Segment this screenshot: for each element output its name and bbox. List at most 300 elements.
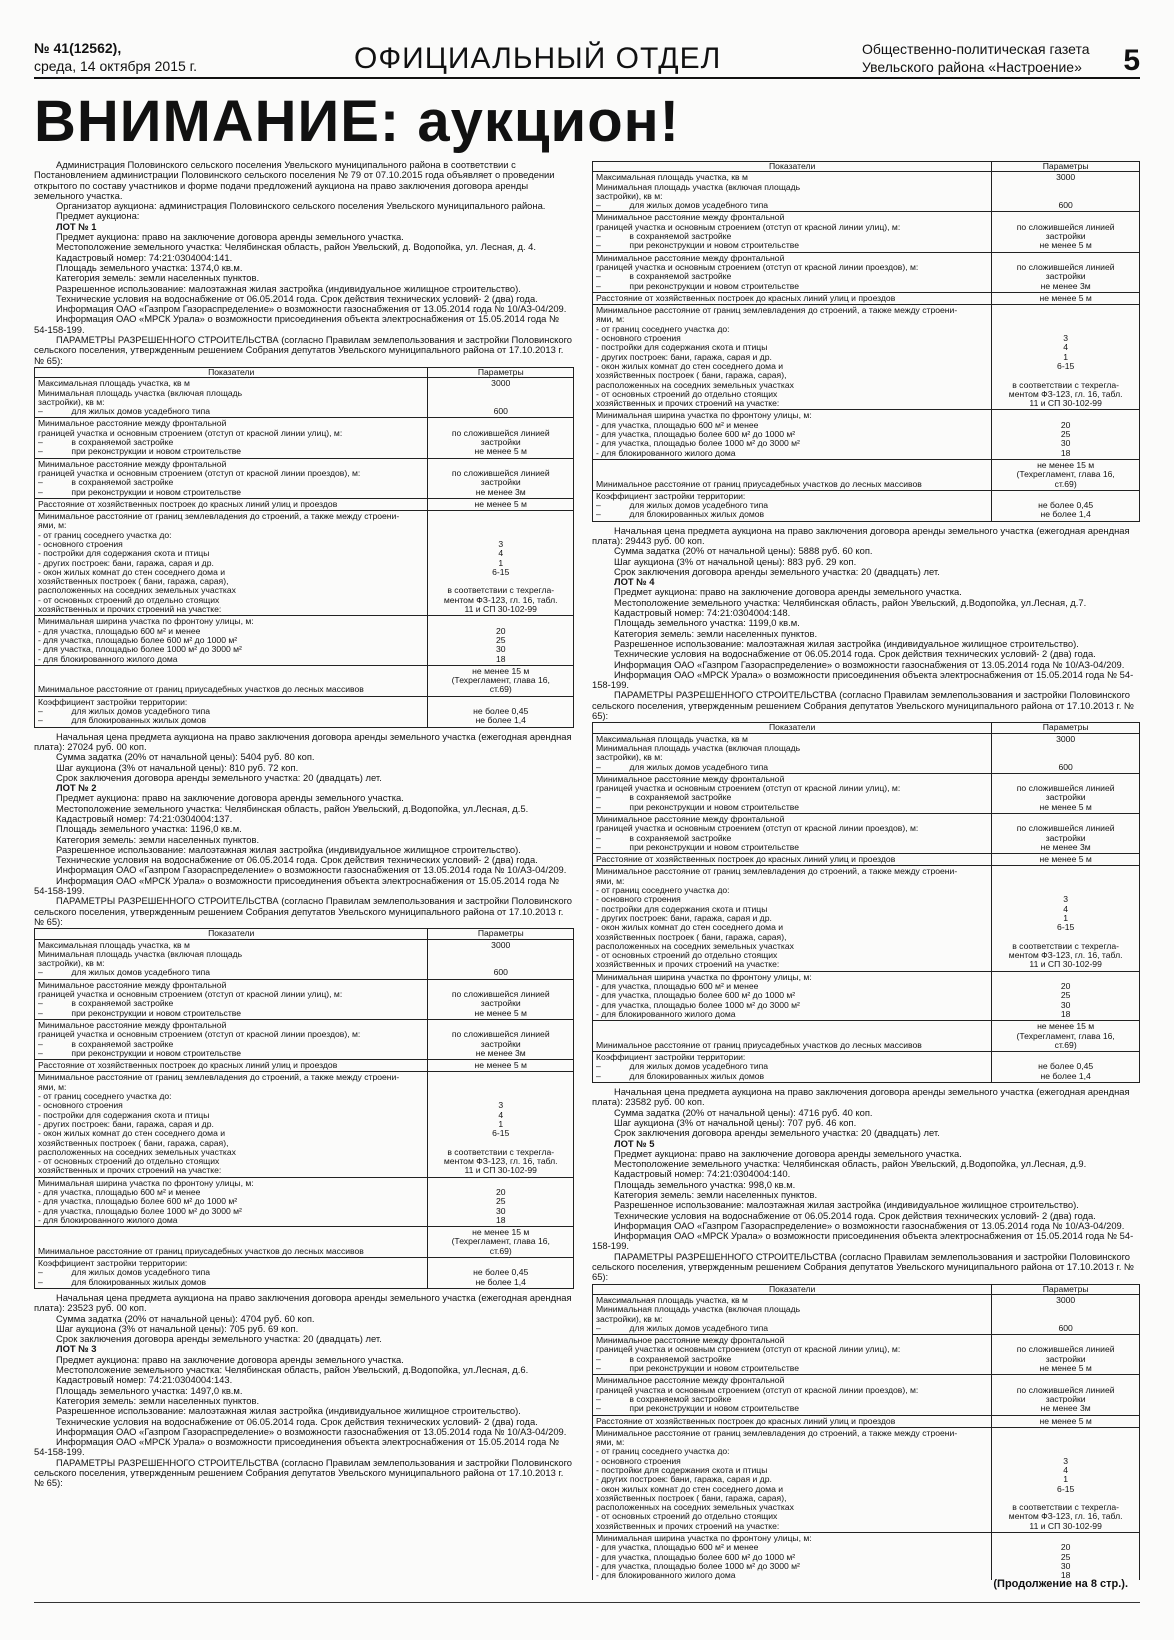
table-cell-line: – в сохраняемой застройке xyxy=(38,1038,174,1049)
table-cell-line: - для участка, площадью более 600 м² до 1000 м² xyxy=(596,429,796,440)
table-cell-line: 1 xyxy=(498,557,504,568)
lot-paragraph: Кадастровый номер: 74:21:0304004:140. xyxy=(614,1168,791,1180)
table-cell-line: 3000 xyxy=(1056,1294,1076,1305)
table-cell-line: 3 xyxy=(1063,894,1069,905)
lot-paragraph: Кадастровый номер: 74:21:0304004:143. xyxy=(56,1374,233,1386)
lot-paragraph: Информация ОАО «МРСК Урала» о возможности присоединения объекта электроснабжения от 15.05.2014 года № 54-158-199. xyxy=(34,874,560,897)
table-cell-line: – при реконструкции и новом строительстве xyxy=(596,1403,800,1414)
price-paragraph: Начальная цена предмета аукциона на право заключения договора аренды земельного участка (ежегодная арендная плата): 23523 руб. 00 коп. xyxy=(34,1291,572,1314)
lot-paragraph: Технические условия на водоснабжение от 06.05.2014 года. Срок действия технических условий- 2 (два) года. xyxy=(614,648,1096,660)
lot-paragraph: ПАРАМЕТРЫ РАЗРЕШЕННОГО СТРОИТЕЛЬСТВА (согласно Правилам землепользования и застройки Половинского сельского поселения, утвержденным решением Собрания депутатов Увельского муниципального района от 17.10.2013 г. № 65): xyxy=(592,689,1134,722)
parameter-value xyxy=(992,854,1140,866)
table-cell-line: – для блокированных жилых домов xyxy=(38,715,207,726)
table-row xyxy=(35,511,574,616)
table-cell-line: расположенных на соседних земельных участках xyxy=(596,1502,794,1513)
table-cell-line: ст.69) xyxy=(1054,478,1077,489)
table-cell-line: не более 0,45 xyxy=(473,706,529,717)
table-cell-line: 4 xyxy=(498,1109,504,1120)
price-paragraph: Сумма задатка (20% от начальной цены): 5888 руб. 60 коп. xyxy=(614,545,873,557)
table-cell-line: - для участка, площадью более 1000 м² до 3000 м² xyxy=(596,438,800,449)
header-divider xyxy=(34,77,1140,79)
lot-paragraph: Кадастровый номер: 74:21:0304004:137. xyxy=(56,813,233,824)
table-cell-line: ями, м: xyxy=(596,314,625,325)
table-cell-line: ями, м: xyxy=(596,1437,625,1448)
lot-paragraph: ПАРАМЕТРЫ РАЗРЕШЕННОГО СТРОИТЕЛЬСТВА (согласно Правилам землепользования и застройки Половинского сельского поселения, утвержденным решением Собрания депутатов Увельского муниципального района от 17.10.2013 г. № 65): xyxy=(592,1250,1134,1283)
table-cell-line: Минимальное расстояние от границ приусадебных участков до лесных массивов xyxy=(596,478,922,489)
lot-paragraph: Категория земель: земли населенных пунктов. xyxy=(56,1394,260,1406)
lot-paragraph: Технические условия на водоснабжение от 06.05.2014 года. Срок действия технических условий- 2 (два) года. xyxy=(56,292,538,304)
lot-title: ЛОТ № 4 xyxy=(614,576,655,588)
table-cell-line: в соответствии с техрегла- xyxy=(1012,1502,1120,1513)
table-cell-line: не менее 15 м xyxy=(1037,459,1095,470)
parameter-value xyxy=(992,292,1140,304)
table-cell-line: застройки xyxy=(480,998,521,1009)
table-cell-line: 4 xyxy=(498,548,504,559)
parameter-value xyxy=(992,1427,1140,1532)
table-cell-line: - основного строения xyxy=(596,894,681,905)
table-cell-line: Минимальное расстояние от границ землевладения до строений, а также между строени- xyxy=(596,305,958,316)
parameter-value xyxy=(428,418,574,458)
table-cell-line: – для жилых домов усадебного типа xyxy=(596,500,769,511)
lot-paragraph: Информация ОАО «МРСК Урала» о возможности присоединения объекта электроснабжения от 15.05.2014 года № 54-158-199. xyxy=(34,1436,560,1458)
table-cell-line: в соответствии с техрегла- xyxy=(447,1146,555,1157)
table-cell-line: 30 xyxy=(495,644,506,655)
lot-paragraph: Местоположение земельного участка: Челябинская область, район Увельский, д. Водопойка, ул. Лесная, д. 4. xyxy=(56,241,536,253)
table-cell-line: 18 xyxy=(495,1214,506,1225)
parameter-name xyxy=(593,854,992,866)
table-cell-line: границей участка и основным строением (отступ от красной линии проездов), м: xyxy=(596,1384,919,1395)
table-cell-line: застройки), кв м: xyxy=(38,958,105,969)
parameter-name xyxy=(593,773,992,813)
table-cell-line: не более 0,45 xyxy=(473,1267,529,1278)
price-paragraph: Начальная цена предмета аукциона на право заключения договора аренды земельного участка (ежегодная арендная плата): 23582 руб. 00 коп. xyxy=(592,1086,1130,1108)
price-paragraph: Срок заключения договора аренды земельного участка: 20 (двадцать) лет. xyxy=(56,1333,382,1345)
table-row xyxy=(35,665,574,696)
lot-paragraph: Технические условия на водоснабжение от 06.05.2014 года. Срок действия технических условий- 2 (два) года. xyxy=(614,1209,1096,1221)
parameter-name xyxy=(35,511,428,616)
table-cell-line: Коэффициент застройки территории: xyxy=(596,490,746,501)
parameter-name xyxy=(35,458,428,498)
table-cell-line: Минимальная площадь участка (включая площадь xyxy=(38,948,243,959)
table-cell-line: – при реконструкции и новом строительстве xyxy=(596,1363,800,1374)
table-cell-line: - других построек: бани, гаража, сарая и др. xyxy=(38,557,214,568)
lot-paragraph: Технические условия на водоснабжение от 06.05.2014 года. Срок действия технических условий- 2 (два) года. xyxy=(56,854,538,866)
table-cell-line: - от основных строений до отдельно стоящих xyxy=(596,388,778,399)
table-cell-line: - для участка, площадью 600 м² и менее xyxy=(38,1186,201,1197)
parameters-table xyxy=(34,928,574,1289)
table-cell-line: Коэффициент застройки территории: xyxy=(38,1258,188,1269)
table-cell-line: 3 xyxy=(1063,333,1069,344)
table-cell-line: Максимальная площадь участка, кв м xyxy=(38,378,190,389)
table-cell-line: - постройки для содержания скота и птицы xyxy=(596,1465,768,1475)
table-cell-line: - для участка, площадью 600 м² и менее xyxy=(596,981,759,992)
table-cell-line: - от границ соседнего участка до: xyxy=(38,529,172,540)
table-cell-line: - постройки для содержания скота и птицы xyxy=(38,1109,210,1120)
table-cell-line: 1 xyxy=(1063,1474,1069,1485)
lot-paragraph: Предмет аукциона: право на заключение договора аренды земельного участка. xyxy=(614,1147,962,1159)
table-cell-line: по сложившейся линией xyxy=(1016,221,1115,232)
table-cell-line: 30 xyxy=(1060,999,1071,1010)
parameter-name xyxy=(593,252,992,292)
table-cell-line: - от границ соседнего участка до: xyxy=(596,323,730,334)
table-cell-line: 6-15 xyxy=(492,566,510,577)
table-cell-line: Минимальная площадь участка (включая площадь xyxy=(596,181,801,192)
table-cell-line: в соответствии с техрегла- xyxy=(447,585,555,596)
lot-paragraph: Кадастровый номер: 74:21:0304004:148. xyxy=(614,607,791,619)
table-row xyxy=(35,1072,574,1177)
table-cell-line: 18 xyxy=(1060,1008,1071,1019)
parameter-name xyxy=(593,1415,992,1427)
table-cell-line: – для блокированных жилых домов xyxy=(596,1070,765,1081)
table-header: Параметры xyxy=(992,723,1140,733)
table-cell-line: застройки xyxy=(1045,1393,1086,1404)
table-cell-line: Минимальная площадь участка (включая площадь xyxy=(596,742,801,753)
table-cell-line: Минимальное расстояние от границ приусадебных участков до лесных массивов xyxy=(596,1039,922,1050)
lot-title: ЛОТ № 3 xyxy=(56,1343,97,1355)
table-cell-line: границей участка и основным строением (отступ от красной линии проездов), м: xyxy=(596,261,919,272)
table-row xyxy=(35,939,574,979)
lot-paragraph: Информация ОАО «Газпром Газораспределение» о возможности газоснабжения от 13.05.2014 года № 10/АЗ-04/209. xyxy=(614,658,1125,670)
table-row xyxy=(593,212,1140,252)
table-cell-line: – при реконструкции и новом строительстве xyxy=(38,446,242,457)
parameter-value xyxy=(992,490,1140,521)
parameter-value xyxy=(992,1294,1140,1334)
table-cell-line: хозяйственных и прочих строений на участке: xyxy=(596,959,780,970)
table-cell-line: Расстояние от хозяйственных построек до красных линий улиц и проездов xyxy=(596,292,896,303)
table-cell-line: - от основных строений до отдельно стоящих xyxy=(38,594,220,605)
table-cell-line: - для участка, площадью более 1000 м² до 3000 м² xyxy=(38,644,242,655)
table-cell-line: 20 xyxy=(1060,1542,1071,1553)
table-cell-line: ментом ФЗ-123, гл. 16, табл. xyxy=(443,594,558,605)
table-cell-line: - от границ соседнего участка до: xyxy=(596,885,730,896)
parameter-value xyxy=(992,212,1140,252)
table-cell-line: границей участка и основным строением (отступ от красной линии улиц), м: xyxy=(596,1344,901,1355)
table-row xyxy=(593,854,1140,866)
table-row xyxy=(593,459,1140,490)
table-cell-line: Минимальное расстояние между фронтальной xyxy=(596,1375,785,1386)
table-header: Показатели xyxy=(593,723,992,733)
parameter-value xyxy=(428,1227,574,1258)
table-cell-line: - для участка, площадью более 1000 м² до 3000 м² xyxy=(596,1560,800,1571)
parameter-name xyxy=(593,1335,992,1375)
lot-paragraph: Разрешенное использование: малоэтажная жилая застройка (индивидуальное жилищное строительство). xyxy=(614,1199,1079,1211)
parameter-name xyxy=(35,1019,428,1059)
table-row xyxy=(35,1258,574,1289)
table-cell-line: ментом ФЗ-123, гл. 16, табл. xyxy=(1008,1511,1123,1522)
table-cell-line: Коэффициент застройки территории: xyxy=(596,1052,746,1063)
table-cell-line: застройки xyxy=(480,437,521,448)
table-cell-line: 20 xyxy=(1060,981,1071,992)
table-cell-line: – при реконструкции и новом строительстве xyxy=(596,280,800,291)
table-cell-line: не менее 5 м xyxy=(1039,1363,1092,1374)
table-cell-line: - для блокированного жилого дома xyxy=(596,447,736,458)
table-cell-line: - от основных строений до отдельно стоящих xyxy=(596,950,778,961)
table-cell-line: границей участка и основным строением (отступ от красной линии проездов), м: xyxy=(38,467,361,478)
table-cell-line: застройки xyxy=(1045,231,1086,242)
parameter-value xyxy=(428,1177,574,1226)
table-cell-line: - других построек: бани, гаража, сарая и др. xyxy=(38,1118,214,1129)
table-cell-line: - окон жилых комнат до стен соседнего дома и xyxy=(596,360,784,371)
table-row xyxy=(35,378,574,418)
table-cell-line: 600 xyxy=(1058,761,1073,772)
table-cell-line: не менее 5 м xyxy=(474,1007,527,1018)
price-paragraph: Срок заключения договора аренды земельного участка: 20 (двадцать) лет. xyxy=(614,565,940,577)
parameter-value xyxy=(428,939,574,979)
table-cell-line: Минимальное расстояние между фронтальной xyxy=(596,252,785,263)
table-cell-line: не менее 5 м xyxy=(1039,801,1092,812)
newspaper-name xyxy=(862,40,1142,76)
lot-paragraph: Информация ОАО «Газпром Газораспределение» о возможности газоснабжения от 13.05.2014 года № 10/АЗ-04/209. xyxy=(614,1219,1125,1231)
table-cell-line: Максимальная площадь участка, кв м xyxy=(596,1294,748,1305)
table-row xyxy=(35,616,574,665)
table-cell-line: Минимальное расстояние от границ приусадебных участков до лесных массивов xyxy=(38,1245,364,1256)
table-cell-line: – в сохраняемой застройке xyxy=(596,1393,732,1404)
parameter-value xyxy=(992,1533,1140,1580)
table-cell-line: расположенных на соседних земельных участках xyxy=(38,585,236,596)
table-cell-line: не более 0,45 xyxy=(1038,500,1094,511)
table-cell-line: – в сохраняемой застройке xyxy=(596,231,732,242)
table-cell-line: не менее 5 м xyxy=(474,1060,527,1071)
table-cell-line: по сложившейся линией xyxy=(451,989,550,1000)
table-cell-line: застройки), кв м: xyxy=(38,396,105,407)
table-row xyxy=(35,1177,574,1226)
left-column xyxy=(34,160,574,1580)
table-cell-line: Минимальное расстояние от границ приусадебных участков до лесных массивов xyxy=(38,684,364,695)
table-cell-line: ст.69) xyxy=(1054,1039,1077,1050)
parameters-table xyxy=(592,161,1140,522)
lot-paragraph: Категория земель: земли населенных пунктов. xyxy=(56,833,260,845)
table-cell-line: - для блокированного жилого дома xyxy=(38,1214,178,1225)
parameter-value xyxy=(428,1019,574,1059)
lot-paragraph: Информация ОАО «Газпром Газораспределение» о возможности газоснабжения от 13.05.2014 года № 10/АЗ-04/209. xyxy=(56,303,567,315)
table-cell-line: ментом ФЗ-123, гл. 16, табл. xyxy=(443,1156,558,1167)
table-row xyxy=(593,1427,1140,1532)
table-row xyxy=(593,773,1140,813)
table-cell-line: Минимальная ширина участка по фронтону улицы, м: xyxy=(596,1533,812,1544)
lot-paragraph: Кадастровый номер: 74:21:0304004:141. xyxy=(56,251,233,263)
lot-paragraph: Предмет аукциона: право на заключение договора аренды земельного участка. xyxy=(56,231,404,243)
table-row xyxy=(593,814,1140,854)
table-cell-line: – при реконструкции и новом строительстве xyxy=(596,240,800,251)
parameter-value xyxy=(992,305,1140,410)
price-paragraph: Срок заключения договора аренды земельного участка: 20 (двадцать) лет. xyxy=(56,771,382,783)
parameter-value xyxy=(428,458,574,498)
table-cell-line: – для жилых домов усадебного типа xyxy=(596,761,769,772)
table-cell-line: - основного строения xyxy=(596,1455,681,1466)
table-cell-line: 6-15 xyxy=(1057,1483,1075,1494)
table-cell-line: – в сохраняемой застройке xyxy=(596,1353,732,1364)
parameter-value xyxy=(992,733,1140,773)
table-cell-line: (Техрегламент, глава 16, xyxy=(1016,1030,1115,1041)
table-cell-line: по сложившейся линией xyxy=(451,427,550,438)
table-header: Параметры xyxy=(992,162,1140,172)
table-cell-line: – в сохраняемой застройке xyxy=(596,832,732,843)
table-cell-line: 3000 xyxy=(1056,733,1076,744)
parameter-value xyxy=(992,814,1140,854)
table-row xyxy=(593,410,1140,459)
table-cell-line: в соответствии с техрегла- xyxy=(1012,379,1120,390)
table-cell-line: застройки xyxy=(1045,832,1086,843)
table-cell-line: - от границ соседнего участка до: xyxy=(596,1446,730,1457)
table-row xyxy=(593,1415,1140,1427)
parameter-value xyxy=(428,1258,574,1289)
table-cell-line: 20 xyxy=(495,1186,506,1197)
table-cell-line: застройки), кв м: xyxy=(596,752,663,763)
parameter-value xyxy=(992,1052,1140,1083)
table-cell-line: – в сохраняемой застройке xyxy=(38,437,174,448)
table-cell-line: не менее 5 м xyxy=(474,446,527,457)
table-row xyxy=(35,1019,574,1059)
table-row xyxy=(593,971,1140,1020)
table-cell-line: застройки xyxy=(1045,271,1086,282)
table-cell-line: 4 xyxy=(1063,342,1069,353)
lot-paragraph: Местоположение земельного участка: Челябинская область, район Увельский, д.Водопойка, ул.Лесная, д.5. xyxy=(56,802,529,814)
table-cell-line: ст.69) xyxy=(489,1245,512,1256)
table-cell-line: - для участка, площадью более 600 м² до 1000 м² xyxy=(38,634,238,645)
table-cell-line: - для участка, площадью более 1000 м² до 3000 м² xyxy=(38,1205,242,1216)
parameters-table xyxy=(592,1284,1140,1580)
parameters-table xyxy=(34,367,574,728)
table-row xyxy=(593,1335,1140,1375)
table-cell-line: Максимальная площадь участка, кв м xyxy=(596,172,748,183)
parameter-name xyxy=(593,292,992,304)
table-row xyxy=(35,696,574,727)
table-cell-line: 18 xyxy=(1060,1570,1071,1580)
price-paragraph: Шаг аукциона (3% от начальной цены): 707 руб. 46 коп. xyxy=(614,1116,857,1128)
table-cell-line: Минимальная площадь участка (включая площадь xyxy=(38,387,243,398)
footer-divider xyxy=(34,1602,1140,1603)
table-cell-line: 30 xyxy=(1060,438,1071,449)
parameter-name xyxy=(35,665,428,696)
lot-paragraph: ПАРАМЕТРЫ РАЗРЕШЕННОГО СТРОИТЕЛЬСТВА (согласно Правилам землепользования и застройки Половинского сельского поселения, утвержденным решением Собрания депутатов Увельского муниципального района от 17.10.2013 г. № 65): xyxy=(34,334,573,366)
table-cell-line: – для жилых домов усадебного типа xyxy=(596,1061,769,1072)
parameter-value xyxy=(992,1021,1140,1052)
table-cell-line: Расстояние от хозяйственных построек до красных линий улиц и проездов xyxy=(38,1060,338,1071)
price-paragraph: Сумма задатка (20% от начальной цены): 4704 руб. 60 коп. xyxy=(56,1312,315,1324)
table-cell-line: 30 xyxy=(495,1205,506,1216)
parameter-name xyxy=(35,979,428,1019)
table-header: Параметры xyxy=(428,367,574,377)
table-cell-line: границей участка и основным строением (отступ от красной линии улиц), м: xyxy=(596,221,901,232)
table-cell-line: хозяйственных и прочих строений на участке: xyxy=(38,604,222,615)
table-cell-line: - других построек: бани, гаража, сарая и др. xyxy=(596,1474,772,1485)
table-cell-line: Минимальное расстояние между фронтальной xyxy=(596,814,785,824)
lot-paragraph: Информация ОАО «МРСК Урала» о возможности присоединения объекта электроснабжения от 15.05.2014 года № 54-158-199. xyxy=(34,313,560,335)
lot-paragraph: Разрешенное использование: малоэтажная жилая застройка (индивидуальное жилищное строительство). xyxy=(56,282,521,294)
parameter-value xyxy=(428,378,574,418)
table-cell-line: 25 xyxy=(1060,1551,1071,1562)
lot-paragraph: Разрешенное использование: малоэтажная жилая застройка (индивидуальное жилищное строительство). xyxy=(614,637,1079,649)
parameter-name xyxy=(593,212,992,252)
table-cell-line: 25 xyxy=(495,634,506,645)
table-cell-line: - окон жилых комнат до стен соседнего дома и xyxy=(38,1128,226,1139)
lot-paragraph: Площадь земельного участка: 1497,0 кв.м. xyxy=(56,1384,243,1396)
table-cell-line: расположенных на соседних земельных участках xyxy=(596,379,794,390)
table-cell-line: не менее 3м xyxy=(1040,1403,1091,1414)
lot-paragraph: Технические условия на водоснабжение от 06.05.2014 года. Срок действия технических условий- 2 (два) года. xyxy=(56,1415,538,1427)
price-paragraph: Шаг аукциона (3% от начальной цены): 883 руб. 29 коп. xyxy=(614,555,857,567)
parameter-value xyxy=(428,696,574,727)
lot-paragraph: Предмет аукциона: право на заключение договора аренды земельного участка. xyxy=(56,1353,404,1365)
lot-title: ЛОТ № 5 xyxy=(614,1137,655,1149)
issue-number: № 41(12562), xyxy=(34,40,122,56)
table-cell-line: - окон жилых комнат до стен соседнего дома и xyxy=(596,1483,784,1494)
table-cell-line: Минимальное расстояние между фронтальной xyxy=(38,458,227,469)
table-cell-line: хозяйственных и прочих строений на участке: xyxy=(596,398,780,409)
parameter-value xyxy=(428,511,574,616)
table-cell-line: не менее 5 м xyxy=(1039,854,1092,865)
table-cell-line: ментом ФЗ-123, гл. 16, табл. xyxy=(1008,388,1123,399)
table-cell-line: 3 xyxy=(1063,1455,1069,1466)
lot-paragraph: Информация ОАО «МРСК Урала» о возможности присоединения объекта электроснабжения от 15.05.2014 года № 54-158-199. xyxy=(592,668,1134,691)
table-cell-line: - для участка, площадью 600 м² и менее xyxy=(596,1542,759,1553)
table-cell-line: по сложившейся линией xyxy=(451,467,550,478)
table-cell-line: 11 и СП 30-102-99 xyxy=(464,604,537,615)
table-cell-line: - постройки для содержания скота и птицы xyxy=(596,342,768,353)
table-cell-line: ст.69) xyxy=(489,684,512,695)
table-cell-line: застройки xyxy=(480,477,521,488)
table-cell-line: (Техрегламент, глава 16, xyxy=(451,1236,550,1247)
table-cell-line: не менее 15 м xyxy=(1037,1021,1095,1032)
table-cell-line: застройки xyxy=(1045,792,1086,803)
table-cell-line: застройки), кв м: xyxy=(596,1313,663,1324)
table-cell-line: – для жилых домов усадебного типа xyxy=(596,1322,769,1333)
table-cell-line: – для жилых домов усадебного типа xyxy=(38,706,211,717)
parameter-name xyxy=(593,410,992,459)
table-cell-line: - других построек: бани, гаража, сарая и др. xyxy=(596,351,772,362)
table-cell-line: Минимальное расстояние от границ землевладения до строений, а также между строени- xyxy=(38,511,400,522)
table-cell-line: ями, м: xyxy=(596,875,625,886)
table-row xyxy=(593,490,1140,521)
table-cell-line: – для блокированных жилых домов xyxy=(596,509,765,520)
table-cell-line: - основного строения xyxy=(38,538,123,549)
right-column xyxy=(592,160,1140,1580)
parameter-name xyxy=(593,459,992,490)
lot-paragraph: Площадь земельного участка: 1199,0 кв.м. xyxy=(614,617,800,629)
parameter-value xyxy=(992,172,1140,212)
table-cell-line: – при реконструкции и новом строительстве xyxy=(38,1047,242,1058)
section-title: ОФИЦИАЛЬНЫЙ ОТДЕЛ xyxy=(354,42,722,75)
table-cell-line: - для участка, площадью более 600 м² до 1000 м² xyxy=(38,1196,238,1207)
parameter-value xyxy=(992,866,1140,971)
table-cell-line: 600 xyxy=(1058,200,1073,211)
table-cell-line: Минимальная ширина участка по фронтону улицы, м: xyxy=(596,410,812,421)
table-cell-line: 1 xyxy=(1063,351,1069,362)
parameter-name xyxy=(593,1052,992,1083)
table-cell-line: в соответствии с техрегла- xyxy=(1012,940,1120,951)
table-cell-line: - для участка, площадью более 600 м² до 1000 м² xyxy=(596,990,796,1001)
table-cell-line: не более 1,4 xyxy=(475,1276,526,1287)
table-header: Параметры xyxy=(428,929,574,939)
table-row xyxy=(593,305,1140,410)
table-cell-line: 30 xyxy=(1060,1560,1071,1571)
headline: ВНИМАНИЕ: аукцион! xyxy=(34,89,680,154)
intro-paragraph: Предмет аукциона: xyxy=(56,210,140,222)
table-cell-line: не менее 3м xyxy=(1040,841,1091,852)
parameter-name xyxy=(593,1021,992,1052)
table-cell-line: границей участка и основным строением (отступ от красной линии проездов), м: xyxy=(38,1029,361,1040)
page-header xyxy=(34,30,1140,76)
table-cell-line: - постройки для содержания скота и птицы xyxy=(38,548,210,559)
parameter-name xyxy=(35,498,428,510)
table-cell-line: 600 xyxy=(493,406,508,417)
table-cell-line: хозяйственных построек ( бани, гаража, сарая), xyxy=(596,370,787,381)
lot-paragraph: Местоположение земельного участка: Челябинская область, район Увельский, д.Водопойка, ул.Лесная, д.6. xyxy=(56,1364,529,1376)
table-row xyxy=(35,1060,574,1072)
table-cell-line: границей участка и основным строением (отступ от красной линии улиц), м: xyxy=(38,989,343,1000)
parameter-value xyxy=(428,1060,574,1072)
parameter-name xyxy=(35,1227,428,1258)
